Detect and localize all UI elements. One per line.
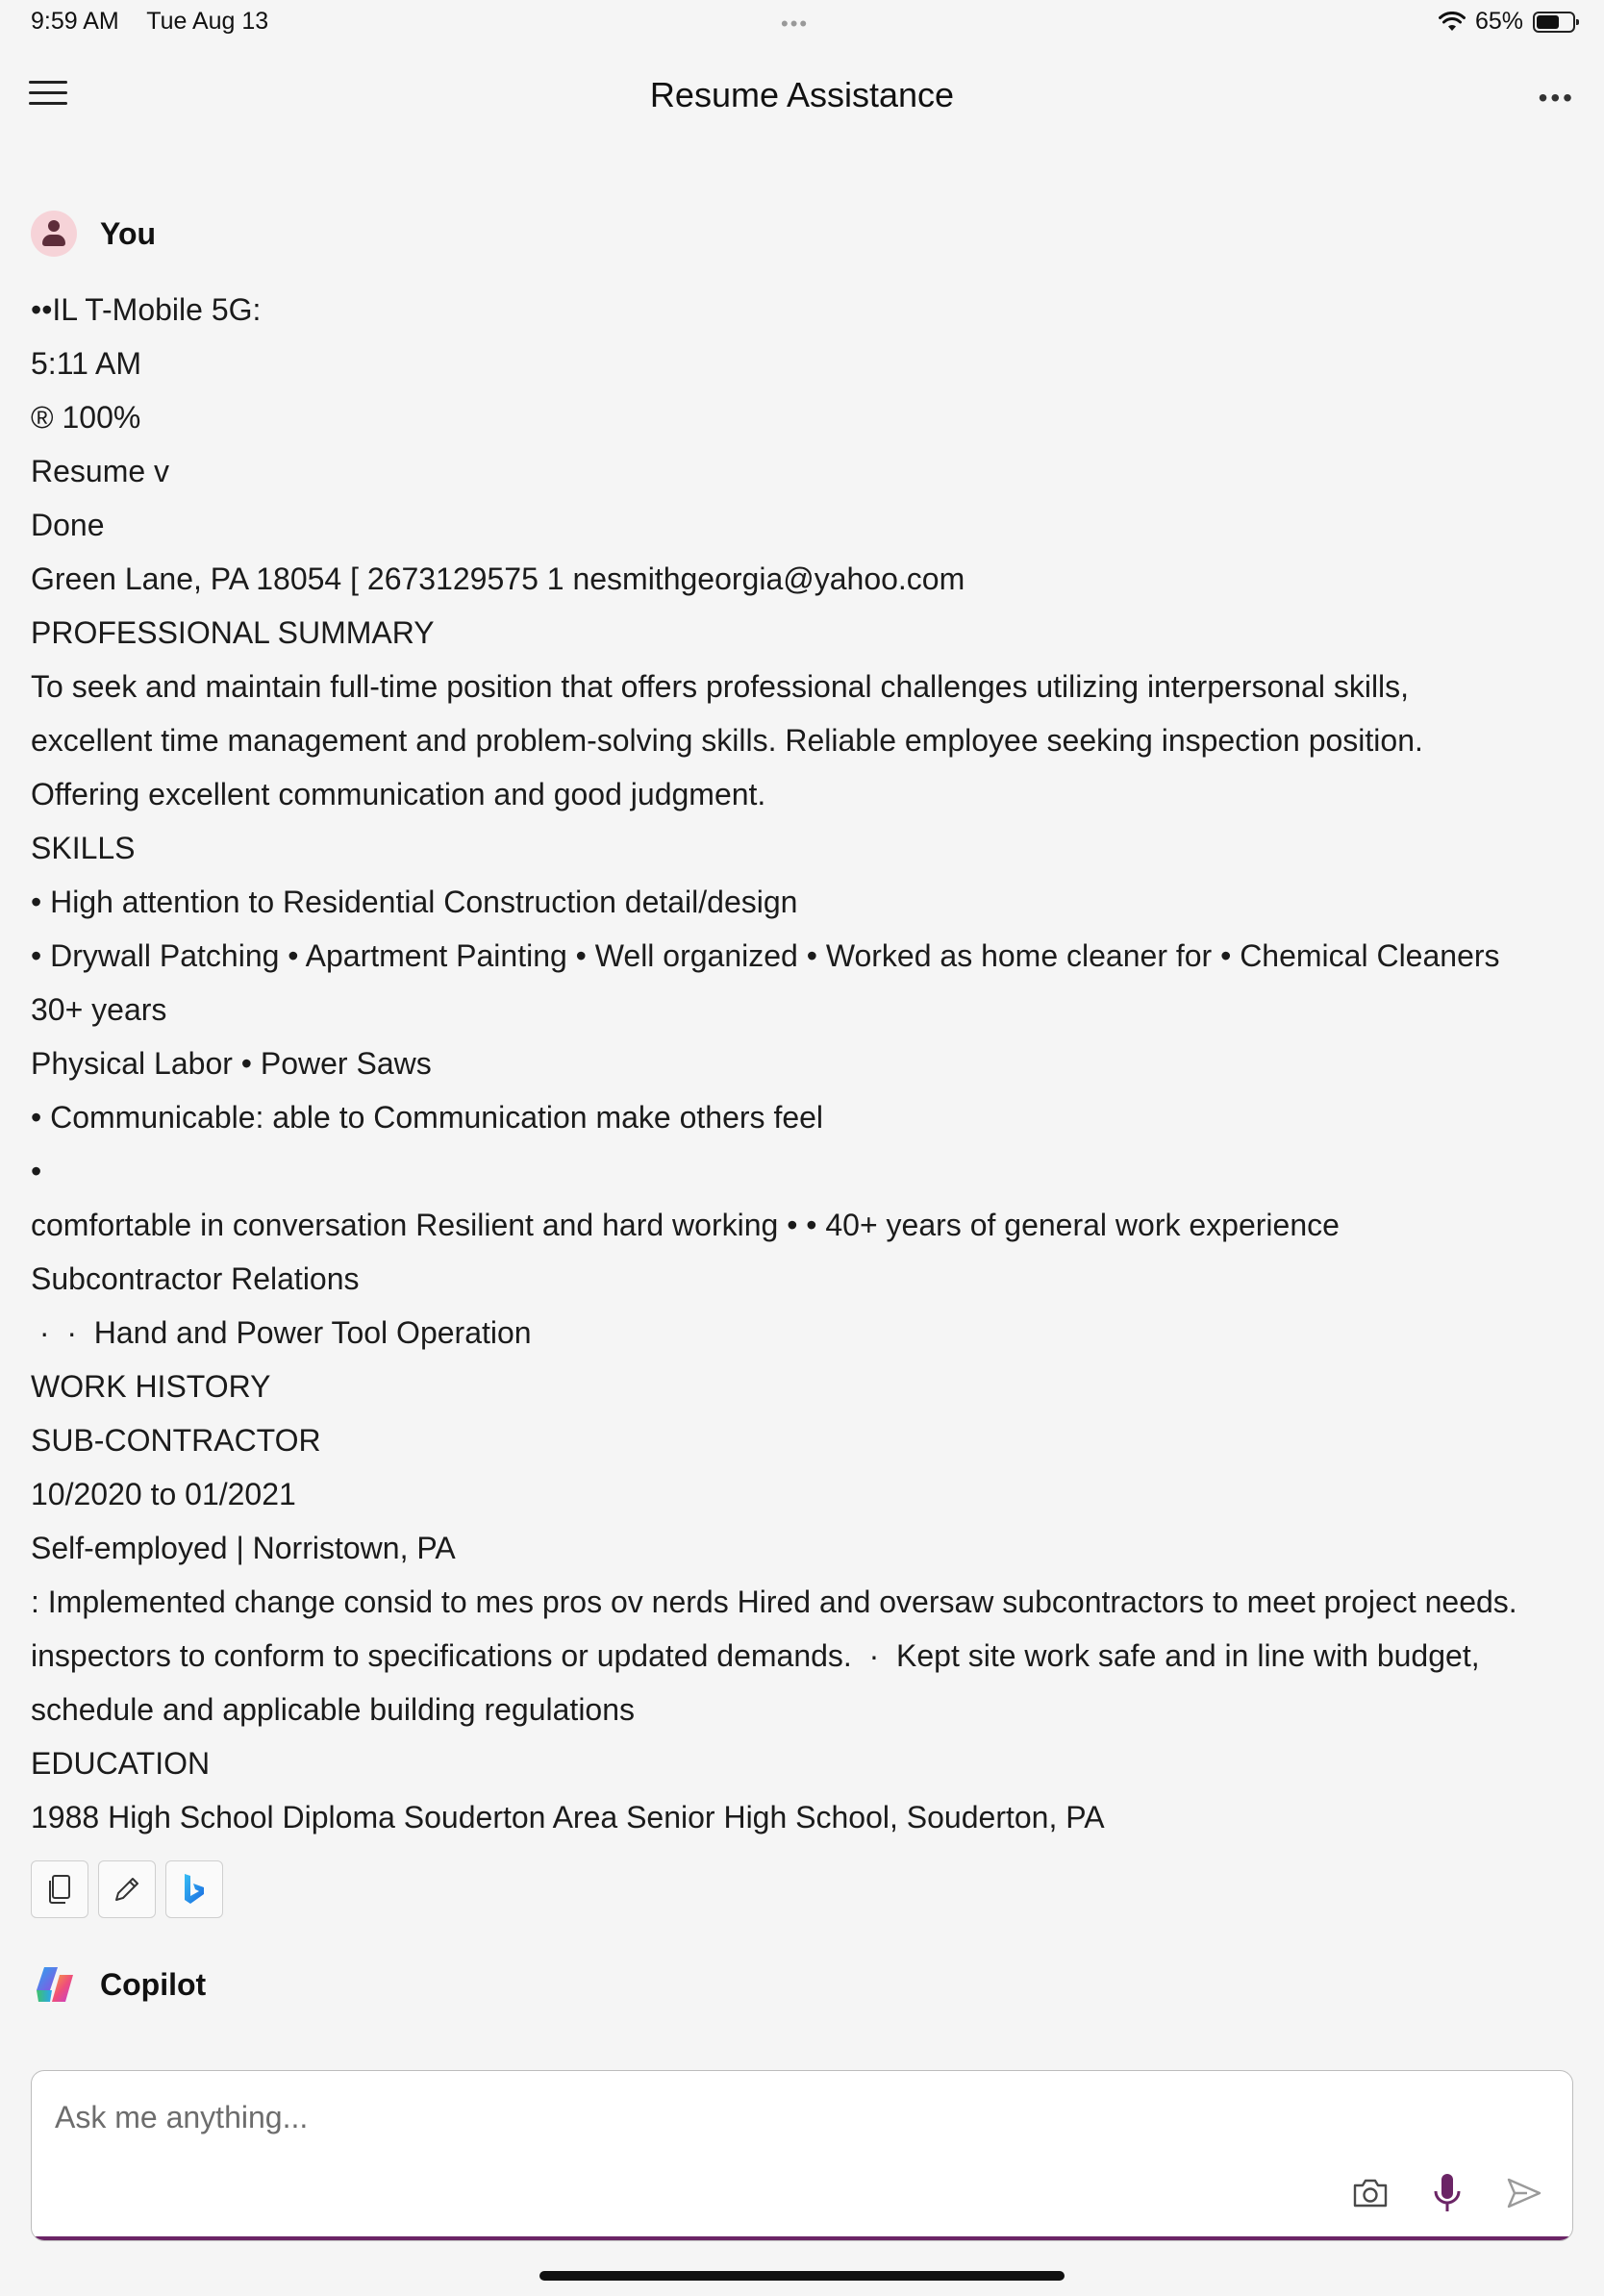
message-line: WORK HISTORY	[31, 1369, 271, 1404]
user-name: You	[100, 215, 157, 251]
nav-bar	[0, 54, 1604, 140]
bing-icon	[181, 1872, 208, 1907]
message-actions	[31, 1860, 223, 1918]
message-line: EDUCATION	[31, 1746, 211, 1781]
chat-composer	[31, 2070, 1573, 2241]
page-title: Resume Assistance	[649, 75, 955, 114]
message-line: • Communicable: able to Communication make others feel	[31, 1100, 824, 1135]
message-line: Resume v	[31, 454, 170, 488]
copilot-name: Copilot	[100, 1966, 207, 2002]
user-avatar-icon	[31, 211, 77, 257]
message-line: ® 100%	[31, 400, 141, 435]
camera-button[interactable]	[1349, 2172, 1391, 2214]
message-line: • High attention to Residential Construction detail/design	[31, 885, 798, 919]
message-line: · · Hand and Power Tool Operation	[31, 1315, 532, 1350]
status-indicators	[1439, 8, 1575, 36]
message-line: : Implemented change consid to mes pros ov nerds Hired and oversaw subcontractors to meet project needs.	[31, 1585, 1517, 1619]
edit-button[interactable]	[98, 1860, 156, 1918]
message-line: SUB-CONTRACTOR	[31, 1423, 321, 1458]
user-message-text	[31, 283, 1579, 1844]
wifi-icon	[1439, 12, 1466, 33]
battery-percent: 65%	[1474, 8, 1523, 35]
message-line: Subcontractor Relations	[31, 1261, 360, 1296]
message-line: Green Lane, PA 18054 [ 2673129575 1 nesmithgeorgia@yahoo.com	[31, 562, 965, 596]
message-line: comfortable in conversation Resilient and hard working • • 40+ years of general work experience	[31, 1208, 1340, 1242]
message-line: 5:11 AM	[31, 346, 142, 381]
message-line: ••IL T-Mobile 5G:	[31, 292, 262, 327]
copilot-logo-icon	[31, 1963, 79, 2006]
message-line: •	[31, 1154, 42, 1188]
message-line: Offering excellent communication and good judgment.	[31, 777, 766, 811]
send-button[interactable]	[1503, 2172, 1545, 2214]
send-icon	[1506, 2177, 1542, 2209]
copy-button[interactable]	[31, 1860, 88, 1918]
message-line: Physical Labor • Power Saws	[31, 1046, 432, 1081]
more-horizontal-icon[interactable]: •••	[1538, 83, 1575, 112]
message-line: Done	[31, 508, 105, 542]
microphone-icon	[1431, 2172, 1464, 2214]
status-date: Tue Aug 13	[146, 8, 269, 35]
message-line: 30+ years	[31, 992, 167, 1027]
status-time: 9:59 AM	[31, 8, 119, 35]
status-bar	[0, 0, 1604, 46]
pencil-icon	[112, 1874, 142, 1905]
message-line: schedule and applicable building regulations	[31, 1692, 636, 1727]
bing-search-button[interactable]	[165, 1860, 223, 1918]
message-line: PROFESSIONAL SUMMARY	[31, 615, 435, 650]
battery-icon	[1533, 12, 1575, 33]
message-line: inspectors to conform to specifications or updated demands. · Kept site work safe and in line with budget,	[31, 1638, 1480, 1673]
camera-icon	[1351, 2177, 1390, 2209]
message-line: To seek and maintain full-time position that offers professional challenges utilizing interpersonal skills,	[31, 669, 1410, 704]
multitasking-dots-icon[interactable]: •••	[781, 12, 810, 36]
home-indicator[interactable]	[539, 2271, 1065, 2281]
message-line: 1988 High School Diploma Souderton Area Senior High School, Souderton, PA	[31, 1800, 1105, 1834]
message-line: Self-employed | Norristown, PA	[31, 1531, 456, 1565]
microphone-button[interactable]	[1426, 2172, 1468, 2214]
message-line: 10/2020 to 01/2021	[31, 1477, 296, 1511]
message-line: SKILLS	[31, 831, 136, 865]
message-line: excellent time management and problem-solving skills. Reliable employee seeking inspection position.	[31, 723, 1423, 758]
copy-icon	[45, 1873, 74, 1906]
ask-input[interactable]	[53, 2092, 1307, 2142]
message-line: • Drywall Patching • Apartment Painting • Well organized • Worked as home cleaner for • Chemical Cleaners	[31, 938, 1500, 973]
status-time-date	[31, 8, 289, 36]
user-message-header	[31, 211, 156, 257]
copilot-message-header	[31, 1963, 206, 2006]
battery-fill	[1537, 15, 1559, 29]
